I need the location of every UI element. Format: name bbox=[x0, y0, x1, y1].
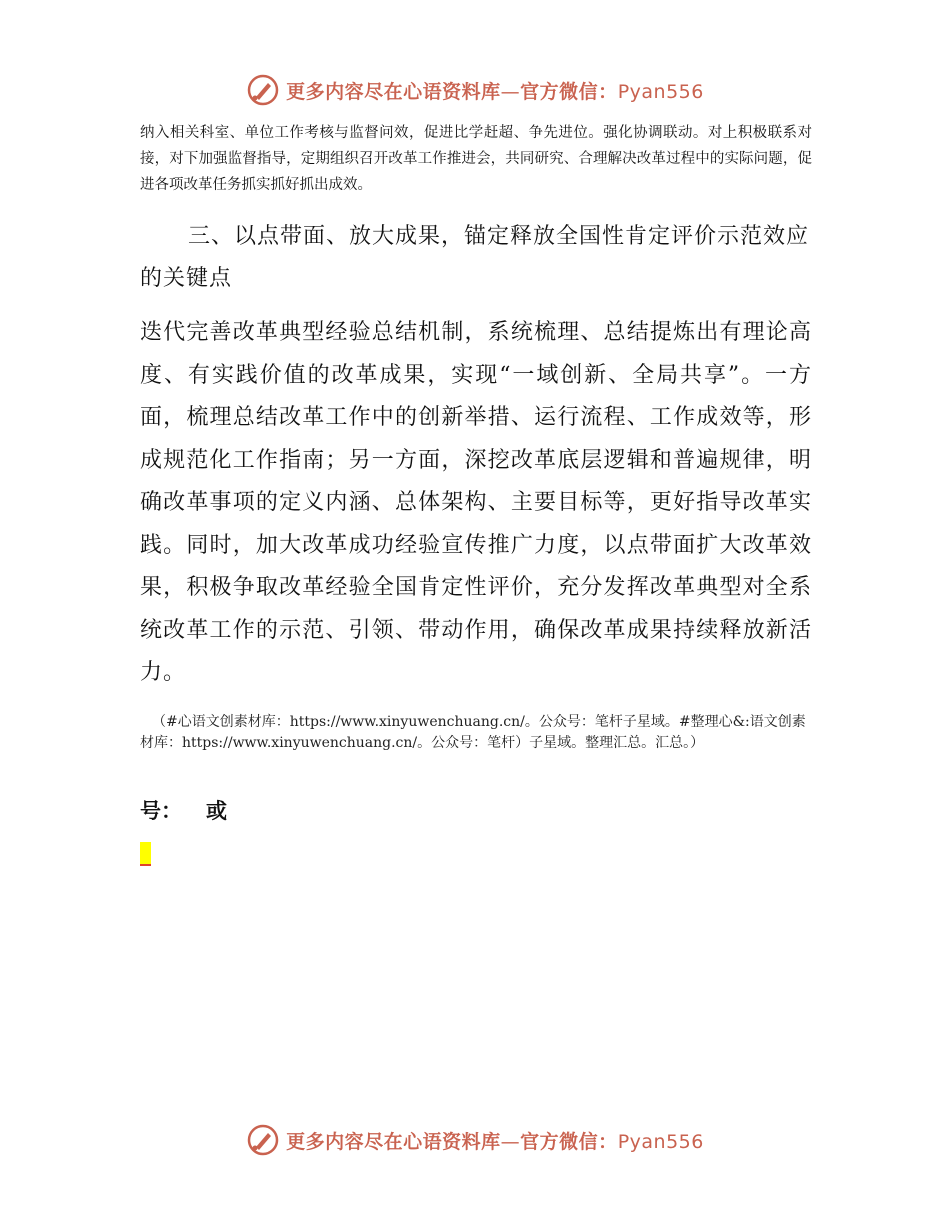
source-note bbox=[140, 712, 812, 754]
pen-nib-seal-icon bbox=[246, 73, 280, 107]
banner-dash: — bbox=[500, 1130, 521, 1153]
banner-wechat-label: 官方微信： bbox=[520, 80, 618, 103]
footer-banner bbox=[0, 1120, 950, 1160]
section-heading bbox=[140, 216, 812, 300]
source-note-text: （#心语文创素材库：https://www.xinyuwenchuang.cn/。公众号：笔杆子星域。#整理心&:语文创素材库：https://www.xinyuwenchuang.cn/。公众号：笔杆）子星域。整理汇总。汇总。） bbox=[140, 714, 806, 751]
banner-text bbox=[286, 77, 704, 104]
pen-nib-seal-icon bbox=[246, 1123, 280, 1157]
banner-wechat-id: Pyan556 bbox=[617, 1130, 704, 1153]
section-heading-text: 三、以点带面、放大成果，锚定释放全国性肯定评价示范效应的关键点 bbox=[140, 224, 810, 291]
highlighted-text-cursor[interactable] bbox=[140, 842, 151, 866]
label-line bbox=[140, 796, 812, 826]
banner-wechat-id: Pyan556 bbox=[617, 80, 704, 103]
banner-main-text: 更多内容尽在心语资料库 bbox=[286, 80, 501, 103]
label-right: 或 bbox=[206, 799, 227, 823]
label-left: 号： bbox=[140, 799, 182, 823]
banner-text bbox=[286, 1127, 704, 1154]
banner-wechat-label: 官方微信： bbox=[520, 1130, 618, 1153]
body-paragraph: 迭代完善改革典型经验总结机制，系统梳理、总结提炼出有理论高度、有实践价值的改革成果，实现“一域创新、全局共享”。一方面，梳理总结改革工作中的创新举措、运行流程、工作成效等，形成规范化工作指南；另一方面，深挖改革底层逻辑和普遍规律，明确改革事项的定义内涵、总体架构、主要目标等，更好指导改革实践。同时，加大改革成功经验宣传推广力度，以点带面扩大改革效果，积极争取改革经验全国肯定性评价，充分发挥改革典型对全系统改革工作的示范、引领、带动作用，确保改革成果持续释放新活力。 bbox=[140, 320, 812, 685]
banner-dash: — bbox=[500, 80, 521, 103]
header-banner bbox=[0, 70, 950, 110]
banner-main-text: 更多内容尽在心语资料库 bbox=[286, 1130, 501, 1153]
intro-paragraph: 纳入相关科室、单位工作考核与监督问效，促进比学赶超、争先进位。强化协调联动。对上积极联系对接，对下加强监督指导，定期组织召开改革工作推进会，共同研究、合理解决改革过程中的实际问题，促进各项改革任务抓实抓好抓出成效。 bbox=[140, 125, 812, 193]
